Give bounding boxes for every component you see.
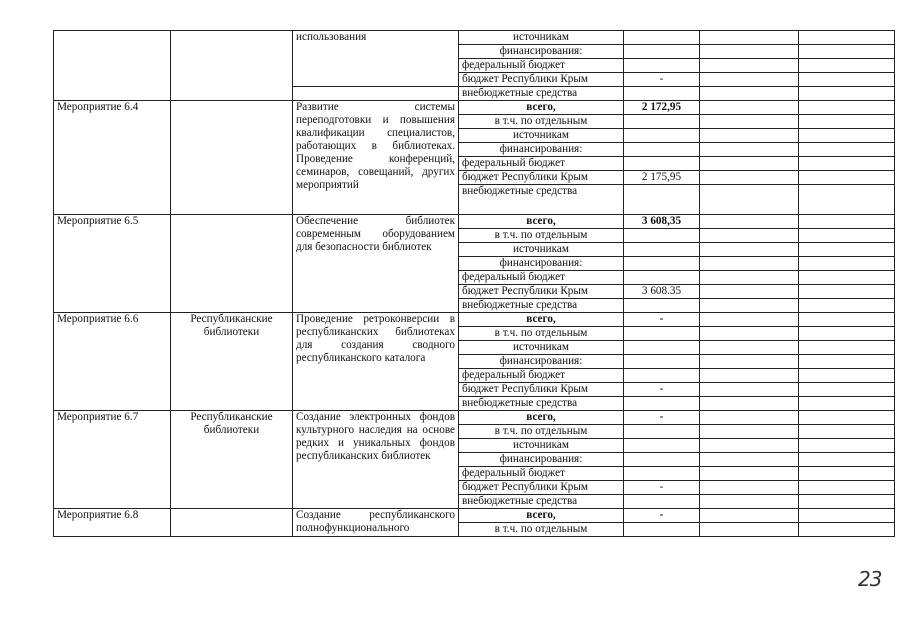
empty-cell (700, 495, 799, 509)
funding-source-cell: в т.ч. по отдельным (459, 115, 624, 129)
measure-cell: Мероприятие 6.6 (54, 313, 171, 411)
amount-cell (624, 257, 700, 271)
funding-source-cell: в т.ч. по отдельным (459, 523, 624, 537)
empty-cell (700, 185, 799, 215)
empty-cell (799, 87, 895, 101)
amount-cell (624, 341, 700, 355)
measure-cell: Мероприятие 6.5 (54, 215, 171, 313)
amount-cell (624, 397, 700, 411)
amount-cell (624, 59, 700, 73)
table-row (54, 313, 895, 327)
funding-source-cell: источникам (459, 439, 624, 453)
funding-source-cell: бюджет Республики Крым (459, 171, 624, 185)
measure-cell: Мероприятие 6.4 (54, 101, 171, 215)
amount-cell: - (624, 313, 700, 327)
funding-source-cell: финансирования: (459, 257, 624, 271)
funding-source-cell: внебюджетные средства (459, 299, 624, 313)
empty-cell (799, 467, 895, 481)
funding-source-cell: источникам (459, 341, 624, 355)
empty-cell (799, 509, 895, 523)
table-row (54, 31, 895, 45)
empty-cell (700, 257, 799, 271)
executor-cell (171, 509, 293, 537)
funding-source-cell: в т.ч. по отдельным (459, 229, 624, 243)
funding-source-cell: финансирования: (459, 45, 624, 59)
empty-cell (799, 59, 895, 73)
page-number: 23 (858, 567, 882, 591)
empty-cell (799, 185, 895, 215)
description-cell: использования (293, 31, 459, 87)
empty-cell (700, 369, 799, 383)
empty-cell (799, 397, 895, 411)
executor-cell: Республиканские библиотеки (171, 411, 293, 509)
empty-cell (700, 299, 799, 313)
amount-cell (624, 271, 700, 285)
funding-source-cell: всего, (459, 509, 624, 523)
amount-cell: 3 608,35 (624, 215, 700, 229)
funding-source-cell: федеральный бюджет (459, 59, 624, 73)
empty-cell (700, 157, 799, 171)
description-cell: Развитие системы переподготовки и повышения квалификации специалистов, работающих в библиотеках. Проведение конференций, семинаров, совещаний, других мероприятий (293, 101, 459, 215)
amount-cell (624, 31, 700, 45)
amount-cell (624, 439, 700, 453)
empty-cell (700, 73, 799, 87)
empty-cell (700, 523, 799, 537)
empty-cell (700, 481, 799, 495)
amount-cell (624, 299, 700, 313)
empty-cell (799, 299, 895, 313)
empty-cell (799, 327, 895, 341)
funding-source-cell: источникам (459, 243, 624, 257)
empty-cell (799, 495, 895, 509)
empty-cell (799, 229, 895, 243)
amount-cell (624, 243, 700, 257)
empty-cell (700, 397, 799, 411)
empty-cell (700, 215, 799, 229)
funding-source-cell: финансирования: (459, 453, 624, 467)
empty-cell (700, 243, 799, 257)
empty-cell (700, 327, 799, 341)
funding-source-cell: в т.ч. по отдельным (459, 425, 624, 439)
amount-cell (624, 143, 700, 157)
executor-cell (171, 101, 293, 215)
amount-cell (624, 369, 700, 383)
amount-cell: - (624, 73, 700, 87)
empty-cell (799, 369, 895, 383)
funding-source-cell: источникам (459, 31, 624, 45)
empty-cell (700, 355, 799, 369)
empty-cell (700, 59, 799, 73)
funding-source-cell: федеральный бюджет (459, 467, 624, 481)
empty-cell (700, 439, 799, 453)
amount-cell (624, 185, 700, 215)
empty-cell (700, 45, 799, 59)
empty-cell (700, 453, 799, 467)
empty-cell (799, 215, 895, 229)
empty-cell (700, 425, 799, 439)
funding-source-cell: федеральный бюджет (459, 157, 624, 171)
table-body (54, 31, 895, 537)
measure-cell: Мероприятие 6.8 (54, 509, 171, 537)
amount-cell: 2 175,95 (624, 171, 700, 185)
empty-cell (700, 509, 799, 523)
description-cell (293, 87, 459, 101)
funding-source-cell: внебюджетные средства (459, 495, 624, 509)
amount-cell (624, 467, 700, 481)
table-row (54, 101, 895, 115)
empty-cell (799, 171, 895, 185)
funding-source-cell: федеральный бюджет (459, 369, 624, 383)
empty-cell (700, 31, 799, 45)
amount-cell: - (624, 481, 700, 495)
empty-cell (799, 115, 895, 129)
empty-cell (700, 271, 799, 285)
empty-cell (799, 285, 895, 299)
amount-cell (624, 157, 700, 171)
amount-cell (624, 523, 700, 537)
empty-cell (700, 467, 799, 481)
empty-cell (700, 313, 799, 327)
funding-source-cell: всего, (459, 101, 624, 115)
funding-source-cell: внебюджетные средства (459, 397, 624, 411)
funding-source-cell: бюджет Республики Крым (459, 73, 624, 87)
description-cell: Обеспечение библиотек современным оборудованием для безопасности библиотек (293, 215, 459, 313)
amount-cell (624, 87, 700, 101)
empty-cell (799, 129, 895, 143)
empty-cell (700, 143, 799, 157)
empty-cell (700, 229, 799, 243)
amount-cell (624, 495, 700, 509)
empty-cell (799, 271, 895, 285)
table-row (54, 215, 895, 229)
empty-cell (799, 341, 895, 355)
table-row (54, 411, 895, 425)
empty-cell (799, 45, 895, 59)
empty-cell (799, 31, 895, 45)
funding-source-cell: бюджет Республики Крым (459, 285, 624, 299)
amount-cell: 3 608.35 (624, 285, 700, 299)
funding-source-cell: источникам (459, 129, 624, 143)
description-cell: Проведение ретроконверсии в республиканских библиотеках для создания сводного республиканского каталога (293, 313, 459, 411)
funding-source-cell: финансирования: (459, 355, 624, 369)
amount-cell (624, 425, 700, 439)
table-row (54, 509, 895, 523)
amount-cell (624, 453, 700, 467)
amount-cell (624, 355, 700, 369)
funding-source-cell: всего, (459, 215, 624, 229)
measure-cell: Мероприятие 6.7 (54, 411, 171, 509)
amount-cell: 2 172,95 (624, 101, 700, 115)
funding-source-cell: бюджет Республики Крым (459, 481, 624, 495)
empty-cell (799, 257, 895, 271)
budget-table (53, 30, 895, 537)
empty-cell (799, 73, 895, 87)
amount-cell (624, 327, 700, 341)
empty-cell (799, 157, 895, 171)
executor-cell (171, 31, 293, 101)
empty-cell (799, 453, 895, 467)
amount-cell: - (624, 411, 700, 425)
empty-cell (799, 411, 895, 425)
empty-cell (700, 383, 799, 397)
empty-cell (700, 285, 799, 299)
empty-cell (700, 129, 799, 143)
empty-cell (700, 87, 799, 101)
description-cell: Создание электронных фондов культурного наследия на основе редких и уникальных фондов республиканских библиотек (293, 411, 459, 509)
empty-cell (700, 115, 799, 129)
empty-cell (700, 341, 799, 355)
funding-source-cell: внебюджетные средства (459, 87, 624, 101)
funding-source-cell: всего, (459, 411, 624, 425)
funding-source-cell: внебюджетные средства (459, 185, 624, 215)
funding-source-cell: всего, (459, 313, 624, 327)
empty-cell (799, 439, 895, 453)
empty-cell (799, 481, 895, 495)
empty-cell (700, 171, 799, 185)
empty-cell (799, 243, 895, 257)
funding-source-cell: федеральный бюджет (459, 271, 624, 285)
amount-cell (624, 115, 700, 129)
funding-source-cell: финансирования: (459, 143, 624, 157)
empty-cell (700, 101, 799, 115)
executor-cell (171, 215, 293, 313)
funding-source-cell: бюджет Республики Крым (459, 383, 624, 397)
empty-cell (799, 425, 895, 439)
measure-cell (54, 31, 171, 101)
empty-cell (799, 313, 895, 327)
amount-cell (624, 45, 700, 59)
description-cell: Создание республиканского полнофункционального (293, 509, 459, 537)
amount-cell: - (624, 383, 700, 397)
empty-cell (799, 101, 895, 115)
amount-cell (624, 229, 700, 243)
empty-cell (799, 143, 895, 157)
amount-cell: - (624, 509, 700, 523)
executor-cell: Республиканские библиотеки (171, 313, 293, 411)
amount-cell (624, 129, 700, 143)
funding-source-cell: в т.ч. по отдельным (459, 327, 624, 341)
empty-cell (700, 411, 799, 425)
empty-cell (799, 355, 895, 369)
empty-cell (799, 523, 895, 537)
empty-cell (799, 383, 895, 397)
